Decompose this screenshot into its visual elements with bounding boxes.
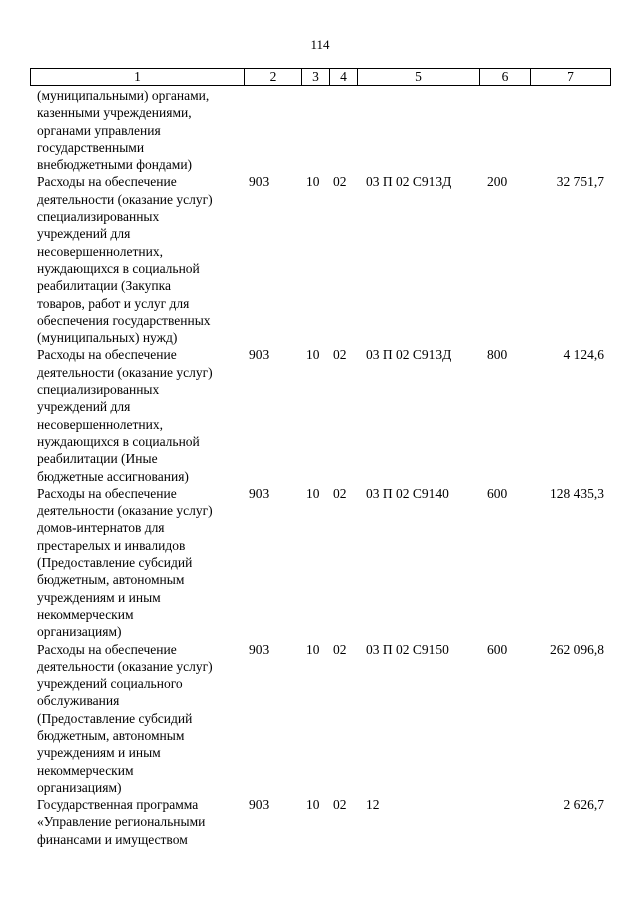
description-line: товаров, работ и услуг для xyxy=(37,295,190,311)
description-line: престарелых и инвалидов xyxy=(37,537,186,553)
description-line: Государственная программа xyxy=(37,797,199,813)
description-line: бюджетным, автономным xyxy=(37,727,185,743)
subsection-code: 02 xyxy=(333,347,347,363)
department-code: 903 xyxy=(249,347,270,363)
amount: 128 435,3 xyxy=(550,485,604,501)
subsection-code: 02 xyxy=(333,641,347,657)
description-line: Расходы на обеспечение xyxy=(37,641,177,657)
column-header-6: 6 xyxy=(480,69,531,86)
description-line: некоммерческим xyxy=(37,762,134,778)
description-line: внебюджетными фондами) xyxy=(37,157,193,173)
amount: 4 124,6 xyxy=(563,347,604,363)
target-article-code: 03 П 02 С913Д xyxy=(366,347,452,363)
description-line: специализированных xyxy=(37,209,160,225)
department-code: 903 xyxy=(249,641,270,657)
description-line: домов-интернатов для xyxy=(37,520,165,536)
description-line: казенными учреждениями, xyxy=(37,105,192,121)
table-row xyxy=(0,87,640,173)
description-line: организациям) xyxy=(37,779,122,795)
expense-type-code: 600 xyxy=(487,641,508,657)
department-code: 903 xyxy=(249,485,270,501)
row-description xyxy=(37,346,242,484)
table-row xyxy=(0,641,640,797)
amount: 2 626,7 xyxy=(563,797,604,813)
description-line: Расходы на обеспечение xyxy=(37,347,177,363)
description-line: финансами и имуществом xyxy=(37,831,188,847)
description-line: некоммерческим xyxy=(37,606,134,622)
section-code: 10 xyxy=(306,485,320,501)
subsection-code: 02 xyxy=(333,174,347,190)
description-line: государственными xyxy=(37,139,145,155)
description-line: (муниципальных) нужд) xyxy=(37,330,178,346)
description-line: Расходы на обеспечение xyxy=(37,485,177,501)
column-header-1: 1 xyxy=(31,69,245,86)
section-code: 10 xyxy=(306,797,320,813)
description-line: (муниципальными) органами, xyxy=(37,88,210,103)
column-header-4: 4 xyxy=(330,69,358,86)
page-number: 114 xyxy=(310,37,330,52)
row-description xyxy=(37,641,242,797)
table-row xyxy=(0,346,640,484)
description-line: Расходы на обеспечение xyxy=(37,174,177,190)
description-line: обеспечения государственных xyxy=(37,312,211,328)
description-line: деятельности (оказание услуг) xyxy=(37,503,213,519)
description-line: бюджетные ассигнования) xyxy=(37,468,189,484)
description-line: (Предоставление субсидий xyxy=(37,555,193,571)
description-line: учреждений для xyxy=(37,399,131,415)
column-header-row xyxy=(31,69,611,86)
row-description xyxy=(37,87,242,173)
row-description xyxy=(37,173,242,346)
expense-type-code: 200 xyxy=(487,174,508,190)
description-line: реабилитации (Закупка xyxy=(37,278,171,294)
subsection-code: 02 xyxy=(333,797,347,813)
description-line: несовершеннолетних, xyxy=(37,416,163,432)
column-header-7: 7 xyxy=(531,69,611,86)
description-line: бюджетным, автономным xyxy=(37,572,185,588)
table-row xyxy=(0,796,640,848)
table-body xyxy=(0,87,640,848)
description-line: учреждениям и иным xyxy=(37,745,161,761)
amount: 262 096,8 xyxy=(550,641,604,657)
expense-type-code: 600 xyxy=(487,485,508,501)
description-line: учреждений социального xyxy=(37,676,183,692)
description-line: деятельности (оказание услуг) xyxy=(37,364,213,380)
column-header-3: 3 xyxy=(302,69,330,86)
target-article-code: 03 П 02 С913Д xyxy=(366,174,452,190)
table-row xyxy=(0,485,640,641)
department-code: 903 xyxy=(249,174,270,190)
section-code: 10 xyxy=(306,347,320,363)
description-line: специализированных xyxy=(37,382,160,398)
column-header-table xyxy=(30,68,611,86)
description-line: «Управление региональными xyxy=(37,814,206,830)
column-header-5: 5 xyxy=(358,69,480,86)
description-line: учреждениям и иным xyxy=(37,589,161,605)
description-line: организациям) xyxy=(37,624,122,640)
target-article-code: 03 П 02 С9140 xyxy=(366,485,449,501)
description-line: обслуживания xyxy=(37,693,120,709)
expense-type-code: 800 xyxy=(487,347,508,363)
description-line: несовершеннолетних, xyxy=(37,243,163,259)
description-line: нуждающихся в социальной xyxy=(37,433,200,449)
row-description xyxy=(37,485,242,641)
subsection-code: 02 xyxy=(333,485,347,501)
description-line: деятельности (оказание услуг) xyxy=(37,658,213,674)
table-row xyxy=(0,173,640,346)
target-article-code: 03 П 02 С9150 xyxy=(366,641,449,657)
description-line: реабилитации (Иные xyxy=(37,451,158,467)
column-header-2: 2 xyxy=(245,69,302,86)
target-article-code: 12 xyxy=(366,797,380,813)
amount: 32 751,7 xyxy=(556,174,604,190)
description-line: учреждений для xyxy=(37,226,131,242)
section-code: 10 xyxy=(306,641,320,657)
section-code: 10 xyxy=(306,174,320,190)
description-line: (Предоставление субсидий xyxy=(37,710,193,726)
description-line: деятельности (оказание услуг) xyxy=(37,191,213,207)
row-description xyxy=(37,796,242,848)
department-code: 903 xyxy=(249,797,270,813)
description-line: органами управления xyxy=(37,122,161,138)
description-line: нуждающихся в социальной xyxy=(37,260,200,276)
